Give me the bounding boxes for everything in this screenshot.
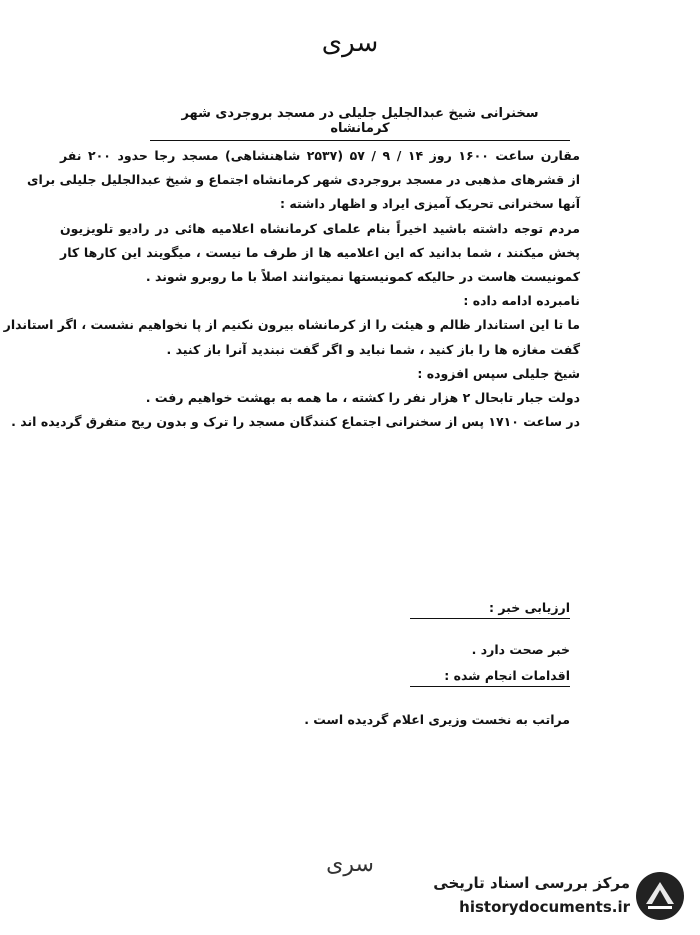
- archive-watermark: [418, 868, 690, 928]
- document-body: [3, 148, 580, 438]
- body-line: کمونیست هاست در حالیکه کمونیستها نمیتوانند اصلاً با ما روبرو شوند .: [145, 268, 580, 284]
- watermark-text-fa: مرکز بررسی اسناد تاریخی: [433, 874, 630, 892]
- classification-stamp-top: سری: [321, 28, 379, 58]
- body-line: مردم توجه داشته باشید اخیراً بنام علمای کرمانشاه اعلامیه هائی در رادیو تلویزیون: [60, 220, 580, 236]
- document-title: سخنرانی شیخ عبدالجلیل جلیلی در مسجد بروجردی شهر کرمانشاه: [150, 106, 570, 141]
- classification-stamp-bottom: سری: [326, 852, 374, 877]
- actions-taken-label: اقدامات انجام شده :: [410, 668, 570, 687]
- body-line: از قشرهای مذهبی در مسجد بروجردی شهر کرمانشاه اجتماع و شیخ عبدالجلیل جلیلی برای: [27, 172, 580, 188]
- body-line: شیخ جلیلی سپس افزوده :: [417, 365, 580, 381]
- body-line: دولت جبار تابحال ۲ هزار نفر را کشته ، ما همه به بهشت خواهیم رفت .: [145, 389, 580, 405]
- source-evaluation-label: ارزیابی خبر :: [410, 600, 570, 619]
- body-line: پخش میکنند ، شما بدانید که این اعلامیه ها از طرف ما نیست ، میگویند این کارها کار: [60, 244, 580, 260]
- watermark-text-en: historydocuments.ir: [459, 898, 630, 916]
- body-line: گفت مغازه ها را باز کنید ، شما نباید و اگر گفت نبندید آنرا باز کنید .: [166, 341, 580, 357]
- body-line: مقارن ساعت ۱۶۰۰ روز ۱۴ / ۹ / ۵۷ (۲۵۳۷ شاهنشاهی) مسجد رجا حدود ۲۰۰ نفر: [60, 148, 580, 163]
- body-line: در ساعت ۱۷۱۰ پس از سخنرانی اجتماع کنندگان مسجد را ترک و بدون ریح متفرق گردیده اند .: [11, 414, 580, 430]
- body-line: آنها سخنرانی تحریک آمیزی ایراد و اظهار داشته :: [280, 196, 580, 212]
- body-line: نامبرده ادامه داده :: [463, 293, 580, 309]
- closing-text: مراتب به نخست وزیری اعلام گردیده است .: [304, 712, 570, 727]
- reliability-text: خبر صحت دارد .: [471, 642, 570, 657]
- archive-logo-icon: [634, 870, 686, 922]
- body-line: ما تا این استاندار ظالم و هیئت را از کرمانشاه بیرون نکنیم از پا نخواهیم نشست ، اگر استاندار: [3, 317, 580, 333]
